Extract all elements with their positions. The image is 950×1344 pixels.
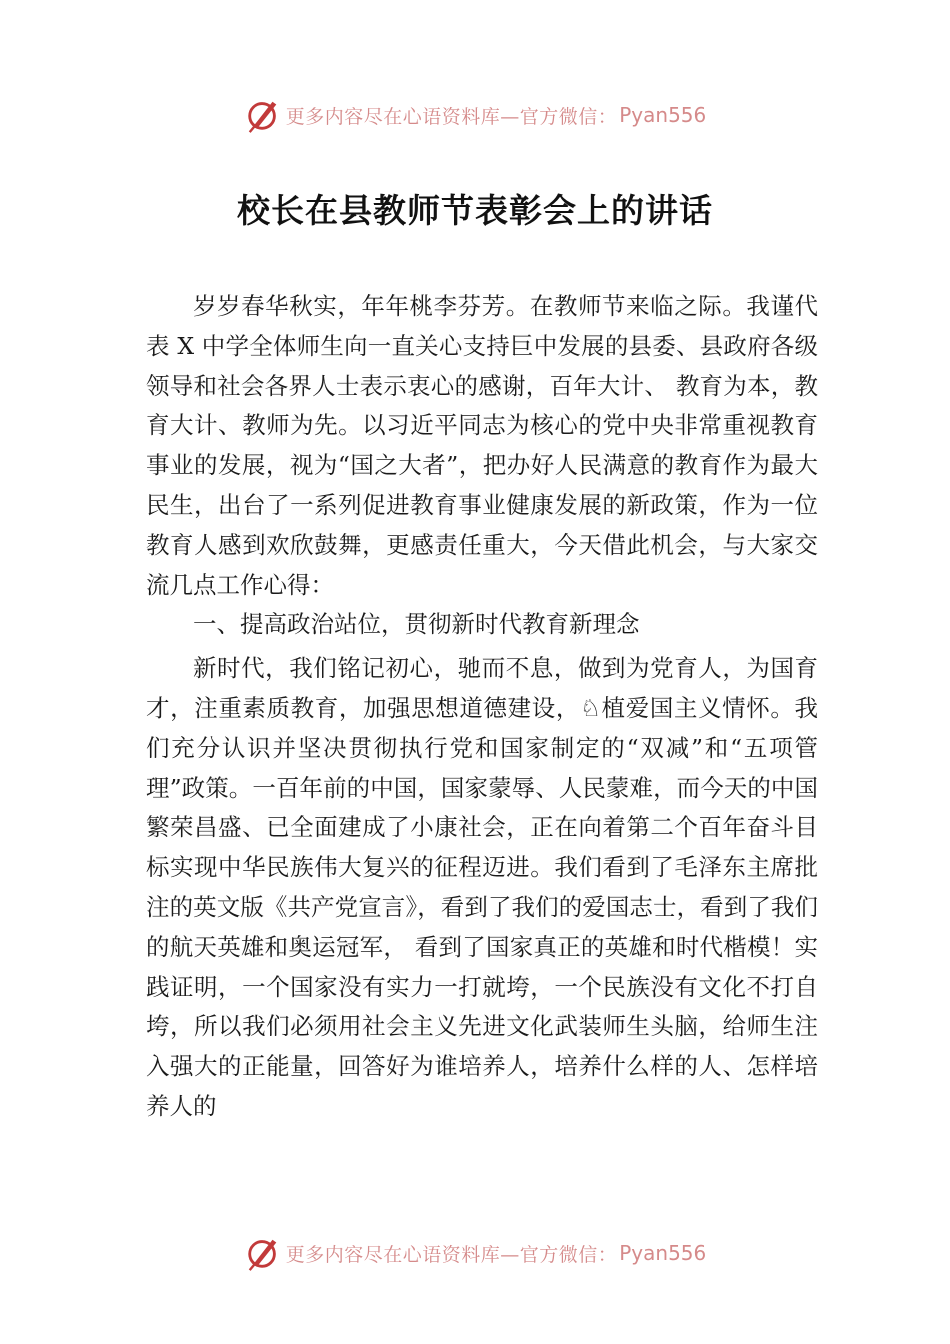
footer-watermark [0,1233,950,1273]
watermark-text: 更多内容尽在心语资料库—官方微信： [285,105,618,128]
wechat-id: Pyan556 [619,103,707,127]
quill-logo-icon [244,1234,282,1272]
document-title: 校长在县教师节表彰会上的讲话 [237,191,713,230]
wechat-id: Pyan556 [619,1241,707,1265]
paragraph-intro: 岁岁春华秋实，年年桃李芬芳。在教师节来临之际。我谨代表 X 中学全体师生向一直关心支持巨中发展的县委、县政府各级领导和社会各界人士表示衷心的感谢，百年大计、 教育为本，教育大计、教师为先。以习近平同志为核心的党中央非常重视教育事业的发展，视为“国之大者”，把办好人民满意的教育作为最大民生，出台了一系列促进教育事业健康发展的新政策，作为一位教育人感到欢欣鼓舞，更感责任重大，今天借此机会，与大家交流几点工作心得： [146,292,818,599]
quill-logo-icon [244,96,282,134]
paragraph-section-1: 新时代，我们铭记初心，驰而不息，做到为党育人，为国育才，注重素质教育，加强思想道德建设，♘植爱国主义情怀。我们充分认识并坚决贯彻执行党和国家制定的“双减”和“五项管理”政策。一百年前的中国，国家蒙辱、人民蒙难，而今天的中国繁荣昌盛、已全面建成了小康社会，正在向着第二个百年奋斗目标实现中华民族伟大复兴的征程迈进。我们看到了毛泽东主席批注的英文版《共产党宣言》，看到了我们的爱国志士，看到了我们的航天英雄和奥运冠军， 看到了国家真正的英雄和时代楷模！实践证明，一个国家没有实力一打就垮，一个民族没有文化不打自垮，所以我们必须用社会主义先进文化武装师生头脑，给师生注入强大的正能量，回答好为谁培养人，培养什么样的人、怎样培养人的 [146,654,818,1120]
section-heading-1: 一、提高政治站位，贯彻新时代教育新理念 [193,610,640,639]
header-watermark [0,95,950,135]
watermark-text: 更多内容尽在心语资料库—官方微信： [285,1243,618,1266]
document-body [146,287,818,1127]
